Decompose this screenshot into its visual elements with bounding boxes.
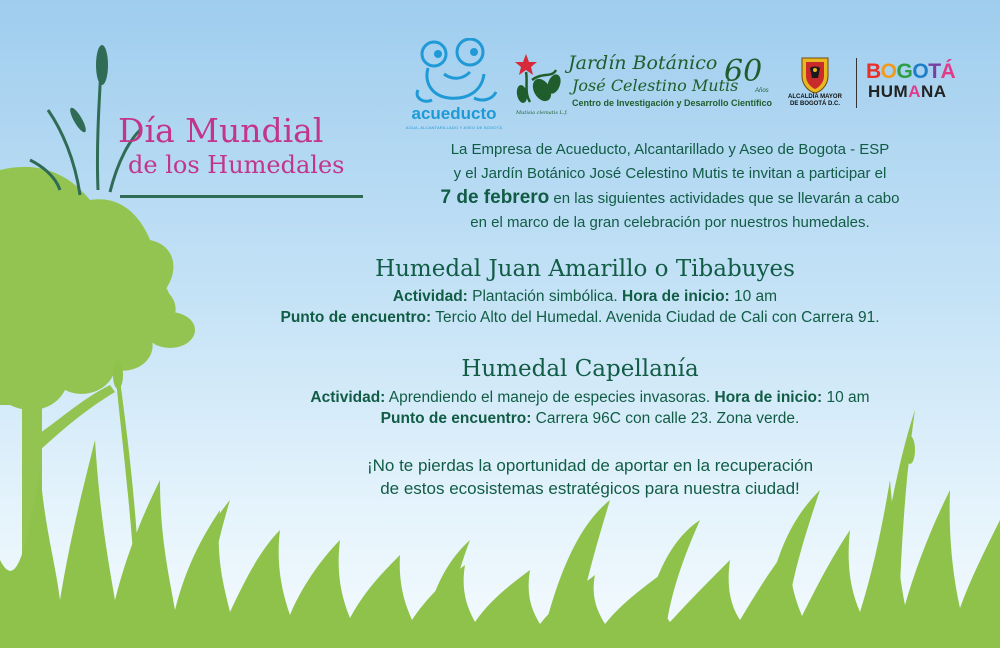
humana-part1: HUM (868, 82, 909, 101)
start-time-label: Hora de inicio: (714, 389, 823, 406)
jardin-species: Mutisia clematis L.f. (516, 110, 568, 116)
activity-label: Actividad: (310, 389, 386, 406)
closing-message (220, 454, 960, 500)
humana-wordmark (868, 82, 947, 102)
jardin-botanico-logo (512, 50, 772, 120)
title-underline (120, 195, 363, 198)
closing-line2: de estos ecosistemas estratégicos para nuestra ciudad! (380, 479, 800, 498)
activity-value: Aprendiendo el manejo de especies invasoras. (385, 389, 715, 406)
intro-line2: y el Jardín Botánico José Celestino Mutis te invitan a participar el (453, 165, 887, 182)
bogota-letter-t: T (928, 60, 941, 83)
meeting-point-label: Punto de encuentro: (380, 410, 532, 427)
venue1-meeting-line (200, 307, 960, 328)
start-time-value: 10 am (822, 389, 870, 406)
venue1-activity-line (230, 286, 940, 307)
bogota-letter-o1: O (880, 60, 897, 83)
bogota-letter-b: B (866, 60, 881, 83)
venue-name-juan-amarillo: Humedal Juan Amarillo o Tibabuyes (375, 256, 795, 282)
alcaldia-line2: DE BOGOTÁ D.C. (789, 101, 840, 107)
bogota-humana-logo (866, 60, 966, 110)
humana-part2: NA (921, 82, 947, 101)
intro-line1: La Empresa de Acueducto, Alcantarillado y Aseo de Bogota - ESP (450, 141, 890, 158)
jardin-name-line2: José Celestino Mutis (572, 76, 739, 95)
title-line2: de los Humedales (128, 151, 345, 179)
start-time-label: Hora de inicio: (622, 288, 730, 305)
alcaldia-text (782, 94, 848, 108)
coat-of-arms-icon (782, 56, 848, 94)
bogota-letter-g: G (896, 60, 913, 83)
intro-line3-rest: en las siguientes actividades que se llevarán a cabo (549, 190, 900, 207)
alcaldia-logo (782, 56, 848, 112)
jardin-subtitle: Centro de Investigación y Desarrollo Científico (572, 98, 773, 108)
intro-line3 (330, 186, 1000, 211)
venue2-meeting-line (290, 408, 890, 429)
bogota-letter-o2: O (912, 60, 929, 83)
activity-value: Plantación simbólica. (467, 288, 623, 305)
grass-field (0, 410, 1000, 648)
acueducto-wordmark: acueducto (411, 104, 497, 123)
acueducto-tagline: AGUA, ALCANTARILLADO Y ASEO DE BOGOTÁ (405, 125, 503, 130)
venue2-activity-line (220, 387, 960, 408)
meeting-point-label: Punto de encuentro: (280, 309, 432, 326)
activity-label: Actividad: (392, 288, 468, 305)
venue-name-capellania: Humedal Capellanía (461, 356, 699, 382)
acueducto-logo (404, 38, 504, 134)
intro-text (330, 138, 1000, 235)
alcaldia-line1: ALCALDÍA MAYOR (788, 94, 842, 100)
bogota-wordmark (866, 60, 955, 84)
title-line1: Día Mundial (118, 111, 324, 150)
bogota-letter-a: Á (940, 60, 956, 83)
mutisia-flower-icon (512, 50, 564, 110)
meeting-point-value: Tercio Alto del Humedal. Avenida Ciudad de Cali con Carrera 91. (431, 309, 880, 326)
jardin-name-line1: Jardín Botánico (568, 52, 718, 74)
event-date: 7 de febrero (440, 187, 550, 208)
anniversary-number: 60 (724, 54, 763, 89)
meeting-point-value: Carrera 96C con calle 23. Zona verde. (531, 410, 800, 427)
anniversary-years: Años (755, 88, 769, 94)
humana-mark: A (908, 82, 921, 101)
frog-icon (404, 38, 504, 108)
intro-line4: en el marco de la gran celebración por nuestros humedales. (470, 214, 870, 231)
logo-divider (856, 58, 857, 108)
start-time-value: 10 am (729, 288, 778, 305)
closing-line1: ¡No te pierdas la oportunidad de aportar en la recuperación (366, 456, 814, 475)
